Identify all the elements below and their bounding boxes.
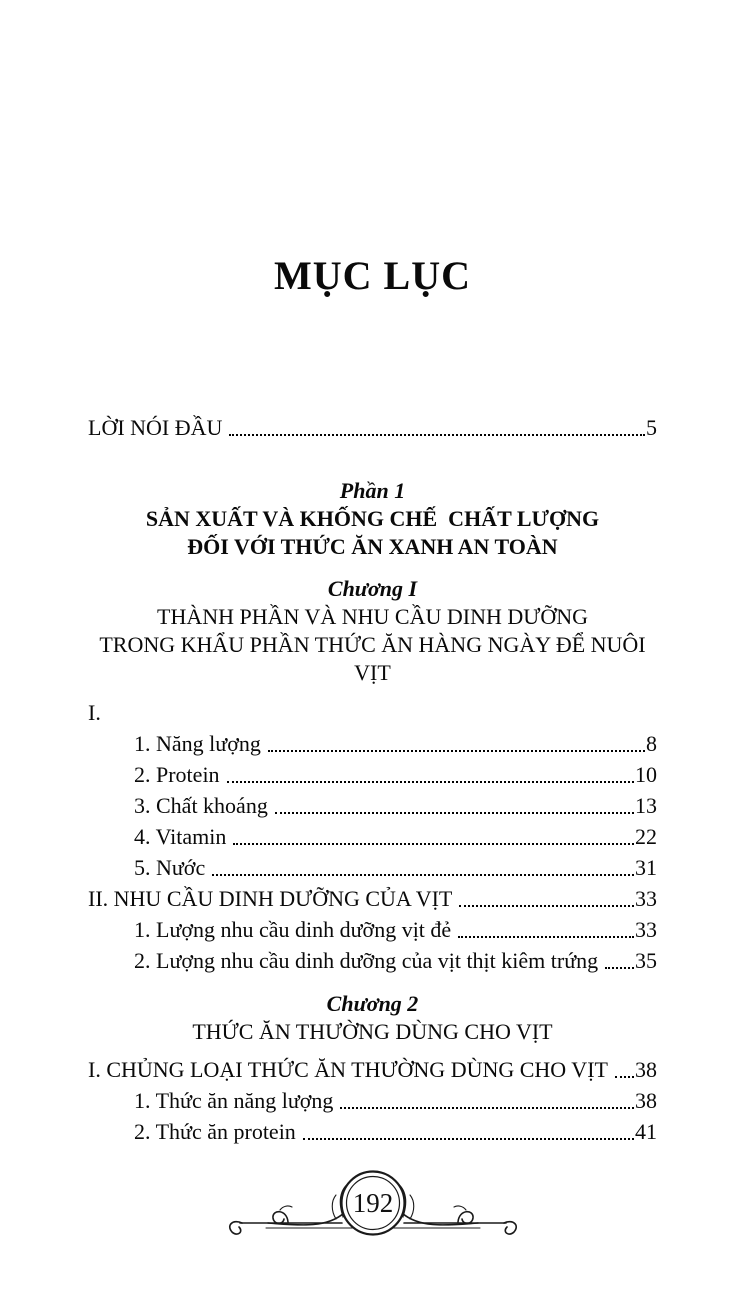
- toc-entry-label: 2. Thức ăn protein: [134, 1119, 296, 1144]
- toc-entry: [88, 1116, 657, 1147]
- toc-entry-label: 1. Năng lượng: [134, 731, 261, 756]
- toc-entry-label: 5. Nước: [134, 855, 206, 880]
- toc-heading: Chương 2: [326, 991, 419, 1016]
- toc-entry-page: 33: [635, 886, 657, 911]
- toc-entry-page: 31: [635, 855, 657, 880]
- toc-entry: [88, 412, 657, 443]
- page-title: MỤC LỤC: [274, 253, 471, 298]
- page-footer: [88, 1163, 657, 1251]
- toc-entry: [88, 790, 657, 821]
- toc-entry-label: I. CHỦNG LOẠI THỨC ĂN THƯỜNG DÙNG CHO VỊT: [88, 1057, 608, 1082]
- toc-entry-label: LỜI NÓI ĐẦU: [88, 415, 223, 440]
- dot-leader: [227, 781, 634, 783]
- dot-leader: [233, 843, 634, 845]
- dot-leader: [459, 905, 634, 907]
- toc-entry: [88, 945, 657, 976]
- toc-entry-page: 8: [646, 731, 657, 756]
- toc-heading: THỨC ĂN THƯỜNG DÙNG CHO VỊT: [192, 1019, 553, 1044]
- dot-leader: [615, 1076, 634, 1078]
- toc-entry-label: 2. Lượng nhu cầu dinh dưỡng của vịt thịt kiêm trứng: [134, 948, 599, 973]
- toc-entry-page: 38: [635, 1057, 657, 1082]
- toc-entry-page: 35: [635, 948, 657, 973]
- dot-leader: [458, 936, 634, 938]
- toc-entry-label: 4. Vitamin: [134, 824, 227, 849]
- toc-entry-label: 3. Chất khoáng: [134, 793, 268, 818]
- toc-entry-label: 1. Thức ăn năng lượng: [134, 1088, 334, 1113]
- toc-entry-label: 2. Protein: [134, 762, 220, 787]
- toc-heading: Phần 1: [339, 478, 406, 503]
- toc-entry-page: 13: [635, 793, 657, 818]
- toc-entry: [88, 1085, 657, 1116]
- page-number-badge: [341, 1172, 404, 1235]
- page-number: 192: [352, 1188, 393, 1218]
- toc-section-numeral: I.: [88, 700, 101, 725]
- toc-entry-label: II. NHU CẦU DINH DƯỠNG CỦA VỊT: [88, 886, 453, 911]
- dot-leader: [605, 967, 634, 969]
- toc-heading: SẢN XUẤT VÀ KHỐNG CHẾ CHẤT LƯỢNG: [145, 506, 600, 531]
- toc-entry-page: 41: [635, 1119, 657, 1144]
- toc-heading: ĐỐI VỚI THỨC ĂN XANH AN TOÀN: [187, 534, 558, 559]
- toc-entry-page: 22: [635, 824, 657, 849]
- toc-entry: [88, 1054, 657, 1085]
- dot-leader: [229, 434, 645, 436]
- dot-leader: [303, 1138, 634, 1140]
- toc-heading: Chương I: [327, 576, 418, 601]
- toc-entry: [88, 759, 657, 790]
- toc-entry-page: 10: [635, 762, 657, 787]
- dot-leader: [268, 750, 645, 752]
- toc-list: [88, 412, 657, 1147]
- dot-leader: [212, 874, 634, 876]
- dot-leader: [275, 812, 634, 814]
- toc-entry: [88, 728, 657, 759]
- toc-heading: TRONG KHẨU PHẦN THỨC ĂN HÀNG NGÀY ĐỂ NUÔI VỊT: [99, 632, 651, 685]
- toc-entry-page: 38: [635, 1088, 657, 1113]
- toc-entry-page: 33: [635, 917, 657, 942]
- toc-heading: THÀNH PHẦN VÀ NHU CẦU DINH DƯỠNG: [157, 604, 588, 629]
- toc-entry: [88, 883, 657, 914]
- toc-entry: [88, 852, 657, 883]
- toc-entry-page: 5: [646, 415, 657, 440]
- toc-entry-label: 1. Lượng nhu cầu dinh dưỡng vịt đẻ: [134, 917, 452, 942]
- footer-ornament: [218, 1163, 528, 1251]
- dot-leader: [340, 1107, 634, 1109]
- toc-entry: [88, 914, 657, 945]
- toc-entry: [88, 821, 657, 852]
